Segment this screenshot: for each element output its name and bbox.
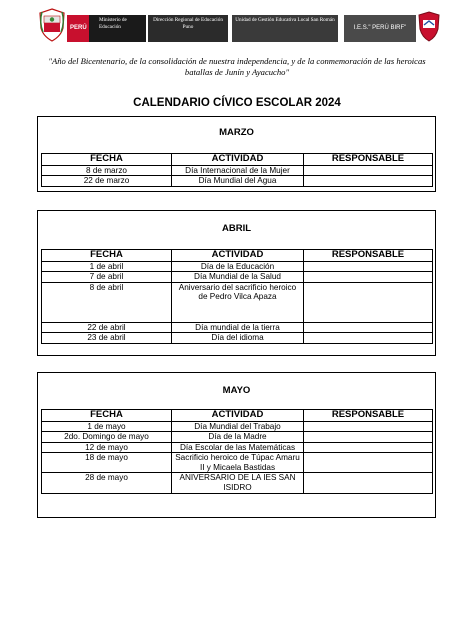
actividad-cell: Día Escolar de las Matemáticas (172, 442, 304, 453)
dre-label: Dirección Regional de Educación Puno (148, 15, 228, 42)
fecha-cell: 22 de abril (42, 322, 172, 333)
column-header-responsable: RESPONSABLE (304, 410, 433, 422)
school-label: I.E.S." PERÚ BIRF" (344, 15, 416, 42)
peru-label: PERÚ (67, 15, 89, 42)
column-header-fecha: FECHA (42, 154, 172, 166)
column-header-responsable: RESPONSABLE (304, 154, 433, 166)
column-header-fecha: FECHA (42, 250, 172, 262)
month-section-mayo (37, 372, 436, 518)
table-row (42, 322, 433, 333)
fecha-cell: 18 de mayo (42, 453, 172, 473)
table-row (42, 421, 433, 432)
fecha-cell: 7 de abril (42, 272, 172, 283)
column-header-fecha: FECHA (42, 410, 172, 422)
year-motto: "Año del Bicentenario, de la consolidación de nuestra independencia, y de la conmemoración de las heroicas batallas de Junín y Ayacucho" (48, 56, 426, 77)
fecha-cell: 28 de mayo (42, 473, 172, 493)
fecha-cell: 8 de marzo (42, 165, 172, 176)
table-header-row (42, 410, 433, 422)
table-row (42, 453, 433, 473)
actividad-cell: Día Internacional de la Mujer (172, 165, 304, 176)
table-row (42, 272, 433, 283)
table-row (42, 442, 433, 453)
responsable-cell (304, 473, 433, 493)
actividad-cell: Día Mundial del Trabajo (172, 421, 304, 432)
column-header-responsable: RESPONSABLE (304, 250, 433, 262)
responsable-cell (304, 282, 433, 322)
actividad-cell: Día del idioma (172, 333, 304, 344)
table-row (42, 282, 433, 322)
fecha-cell: 2do. Domingo de mayo (42, 432, 172, 443)
actividad-cell: Día Mundial de la Salud (172, 272, 304, 283)
school-crest-icon (418, 11, 440, 42)
responsable-cell (304, 432, 433, 443)
calendar-table (41, 249, 433, 344)
fecha-cell: 1 de mayo (42, 421, 172, 432)
page-title: CALENDARIO CÍVICO ESCOLAR 2024 (133, 97, 341, 109)
fecha-cell: 23 de abril (42, 333, 172, 344)
month-title: MAYO (222, 385, 251, 396)
actividad-cell: Día de la Madre (172, 432, 304, 443)
fecha-cell: 1 de abril (42, 261, 172, 272)
month-title: ABRIL (221, 223, 252, 234)
fecha-cell: 22 de marzo (42, 176, 172, 187)
actividad-cell: Sacrificio heroico de Túpac Amaru II y Micaela Bastidas (172, 453, 304, 473)
ugel-label: Unidad de Gestión Educativa Local San Román (232, 15, 338, 42)
column-header-actividad: ACTIVIDAD (172, 250, 304, 262)
actividad-cell: Día Mundial del Agua (172, 176, 304, 187)
responsable-cell (304, 442, 433, 453)
responsable-cell (304, 322, 433, 333)
actividad-cell: Día mundial de la tierra (172, 322, 304, 333)
table-row (42, 333, 433, 344)
calendar-table (41, 409, 433, 494)
peru-coat-of-arms-icon (38, 8, 66, 42)
responsable-cell (304, 272, 433, 283)
actividad-cell: Aniversario del sacrificio heroico de Pedro Vilca Apaza (172, 282, 304, 322)
table-row (42, 261, 433, 272)
responsable-cell (304, 421, 433, 432)
column-header-actividad: ACTIVIDAD (172, 154, 304, 166)
table-row (42, 176, 433, 187)
month-title: MARZO (219, 127, 254, 138)
table-row (42, 432, 433, 443)
header-banner (38, 8, 440, 42)
actividad-cell: ANIVERSARIO DE LA IES SAN ISIDRO (172, 473, 304, 493)
responsable-cell (304, 333, 433, 344)
fecha-cell: 8 de abril (42, 282, 172, 322)
fecha-cell: 12 de mayo (42, 442, 172, 453)
table-header-row (42, 250, 433, 262)
table-header-row (42, 154, 433, 166)
responsable-cell (304, 261, 433, 272)
ministry-label: Ministerio de Educación (89, 15, 146, 42)
responsable-cell (304, 453, 433, 473)
responsable-cell (304, 165, 433, 176)
column-header-actividad: ACTIVIDAD (172, 410, 304, 422)
calendar-table (41, 153, 433, 187)
responsable-cell (304, 176, 433, 187)
table-row (42, 473, 433, 493)
month-section-marzo (37, 116, 436, 192)
table-row (42, 165, 433, 176)
month-section-abril (37, 210, 436, 356)
actividad-cell: Día de la Educación (172, 261, 304, 272)
